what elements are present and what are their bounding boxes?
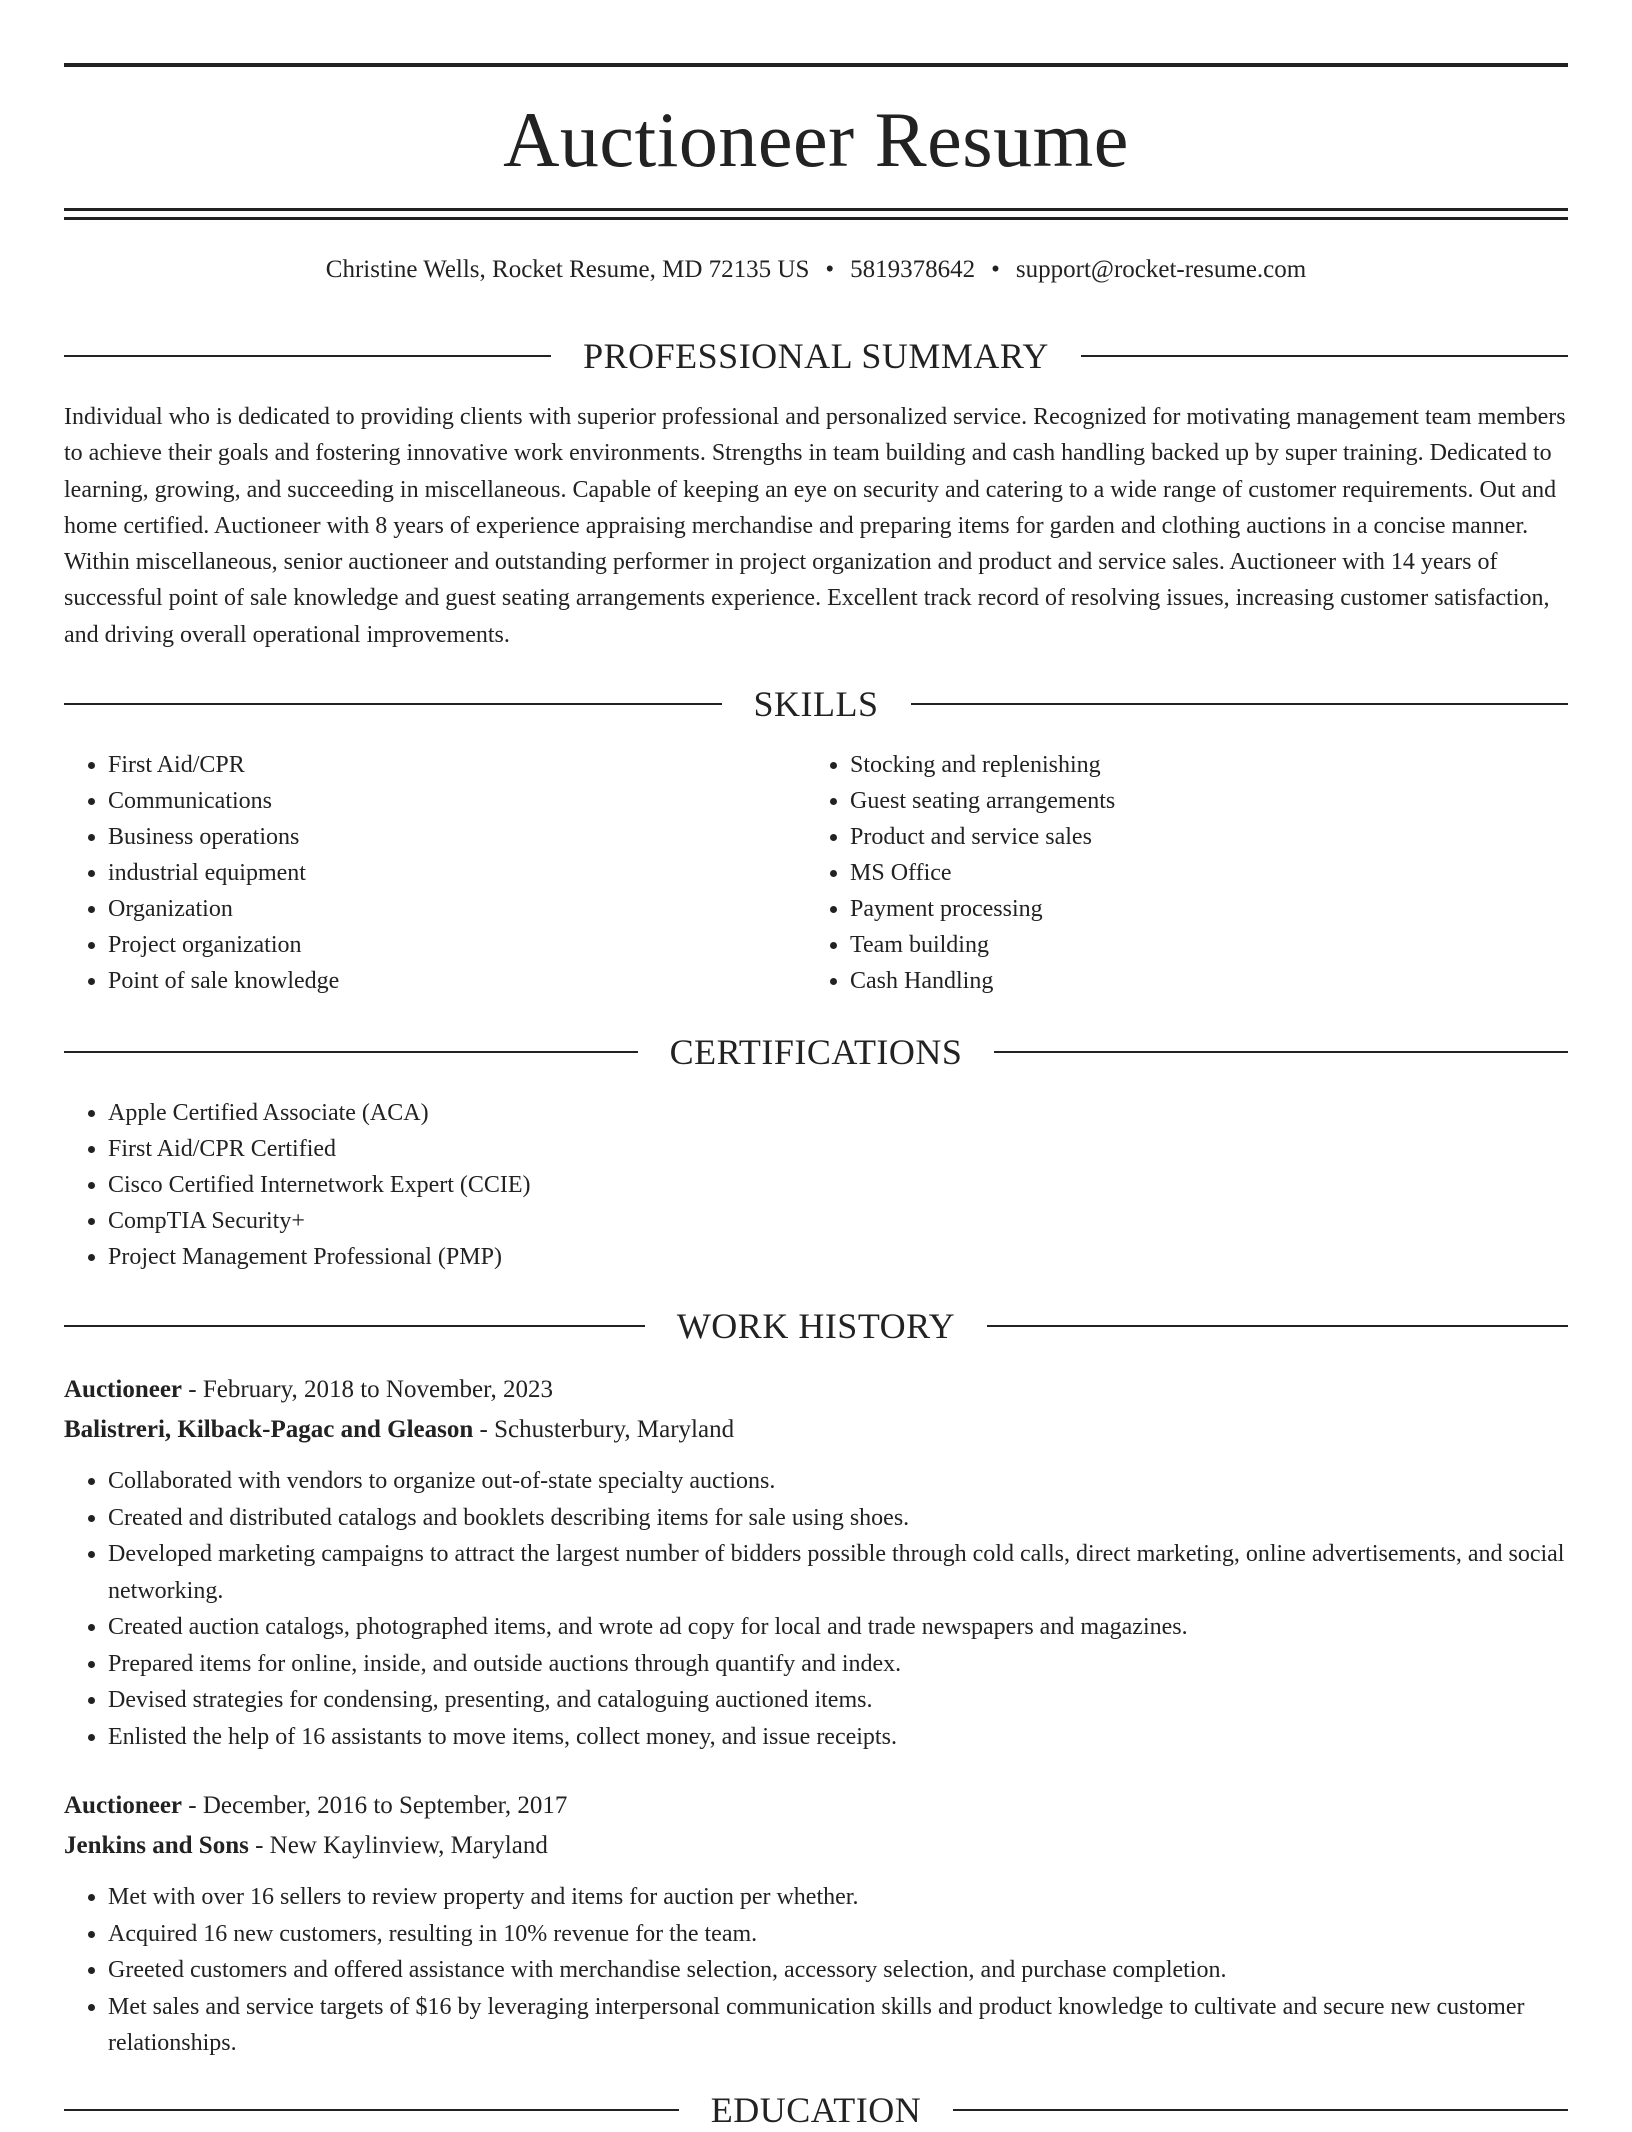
list-item: • First Aid/CPR [108,747,788,783]
contact-address: Christine Wells, Rocket Resume, MD 72135 US [325,256,810,283]
section-heading-work-history [64,1304,1568,1348]
heading-rule [994,1051,1568,1053]
list-item: • Communications [108,783,788,819]
list-item: • Created auction catalogs, photographed items, and wrote ad copy for local and trade newspapers and magazines. [108,1609,1612,1646]
list-item: • industrial equipment [108,855,788,891]
contact-separator: • [991,256,1000,283]
section-title: WORK HISTORY [676,1306,956,1346]
list-item: • Acquired 16 new customers, resulting in 10% revenue for the team. [108,1916,1612,1953]
list-item: • First Aid/CPR Certified [108,1131,1548,1167]
section-heading-certifications [64,1030,1568,1074]
list-item: • CompTIA Security+ [108,1203,1548,1239]
section-title: SKILLS [753,684,879,724]
skills-list-left [64,747,788,999]
heading-rule [64,1051,638,1053]
summary-text: Individual who is dedicated to providing clients with superior professional and personalized service. Recognized for motivating management team members to achieve their goals and fostering innovative work environments. Strengths in team building and cash handling backed up by super training. Dedicated to learning, growing, and succeeding in miscellaneous. Capable of keeping an eye on security and catering to a wide range of customer requirements. Out and home certified. Auctioneer with 8 years of experience appraising merchandise and preparing items for garden and clothing auctions in a concise manner. Within miscellaneous, senior auctioneer and outstanding performer in project organization and product and service sales. Auctioneer with 14 years of successful point of sale knowledge and guest seating arrangements experience. Excellent track record of resolving issues, increasing customer satisfaction, and driving overall operational improvements. [64,404,1566,648]
certifications-list [64,1095,1548,1275]
heading-rule [64,355,551,357]
list-item: • Devised strategies for condensing, presenting, and cataloguing auctioned items. [108,1682,1612,1719]
list-item: • Stocking and replenishing [850,747,1550,783]
section-heading-skills [64,682,1568,726]
job-dates: - December, 2016 to September, 2017 [182,1792,568,1819]
job-title: Auctioneer [64,1792,183,1819]
section-heading-summary [64,334,1568,378]
contact-phone: 5819378642 [850,256,976,283]
job-title-line [64,1786,1568,1826]
list-item: • Project organization [108,927,788,963]
job-company: Jenkins and Sons [64,1832,249,1859]
job-bullets [64,1879,1612,2062]
heading-rule [911,703,1569,705]
list-item: • Enlisted the help of 16 assistants to move items, collect money, and issue receipts. [108,1719,1612,1756]
job-company-line [64,1826,1568,1866]
list-item: • Cash Handling [850,963,1550,999]
list-item: • Created and distributed catalogs and booklets describing items for sale using shoes. [108,1500,1612,1537]
list-item: • Business operations [108,819,788,855]
job-title: Auctioneer [64,1376,183,1403]
list-item: • Developed marketing campaigns to attract the largest number of bidders possible through cold calls, direct marketing, online advertisements, and social networking. [108,1536,1612,1609]
list-item: • MS Office [850,855,1550,891]
heading-rule [953,2109,1568,2111]
skills-list-right [806,747,1550,999]
job-location: - Schusterbury, Maryland [473,1416,735,1443]
list-item: • Point of sale knowledge [108,963,788,999]
heading-rule [987,1325,1568,1327]
page-title: Auctioneer Resume [503,96,1129,183]
section-heading-education [64,2088,1568,2132]
list-item: • Met with over 16 sellers to review property and items for auction per whether. [108,1879,1612,1916]
list-item: • Guest seating arrangements [850,783,1550,819]
list-item: • Greeted customers and offered assistance with merchandise selection, accessory selection, and purchase completion. [108,1952,1612,1989]
heading-rule [64,1325,645,1327]
list-item: • Product and service sales [850,819,1550,855]
list-item: • Organization [108,891,788,927]
job-location: - New Kaylinview, Maryland [248,1832,548,1859]
heading-rule [64,2109,679,2111]
double-rule [64,208,1568,220]
job-dates: - February, 2018 to November, 2023 [182,1376,553,1403]
contact-email: support@rocket-resume.com [1015,256,1307,283]
contact-line [64,252,1568,288]
list-item: • Project Management Professional (PMP) [108,1239,1548,1275]
section-title: CERTIFICATIONS [669,1032,963,1072]
list-item: • Collaborated with vendors to organize out-of-state specialty auctions. [108,1463,1612,1500]
list-item: • Apple Certified Associate (ACA) [108,1095,1548,1131]
heading-rule [1081,355,1568,357]
section-title: PROFESSIONAL SUMMARY [583,336,1049,376]
job-title-line [64,1370,1568,1410]
list-item: • Team building [850,927,1550,963]
contact-separator: • [825,256,835,283]
list-item: • Cisco Certified Internetwork Expert (CCIE) [108,1167,1548,1203]
list-item: • Met sales and service targets of $16 by leveraging interpersonal communication skills and product knowledge to cultivate and secure new customer relationships. [108,1989,1612,2062]
list-item: • Prepared items for online, inside, and outside auctions through quantify and index. [108,1646,1612,1683]
heading-rule [64,703,722,705]
section-title: EDUCATION [710,2090,922,2130]
top-rule [64,63,1568,67]
list-item: • Payment processing [850,891,1550,927]
job-company: Balistreri, Kilback-Pagac and Gleason [64,1416,474,1443]
job-bullets [64,1463,1612,1755]
job-company-line [64,1410,1568,1450]
